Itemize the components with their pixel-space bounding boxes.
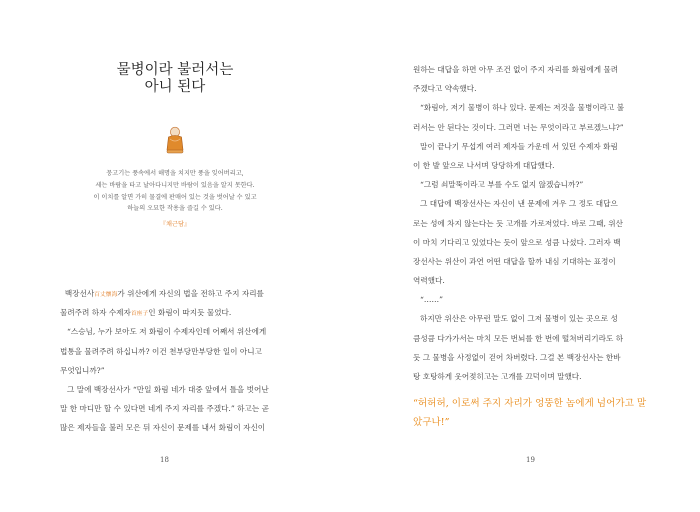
epigraph-line: 하늘의 오묘한 작용을 즐길 수 있다.: [127, 205, 223, 213]
right-body-text: [413, 60, 653, 386]
text-run: 인 화림이 따지듯 물었다.: [148, 308, 232, 318]
text-line: 말이 끝나기 무섭게 여러 제자들 가운데 서 있던 수제자 화림: [420, 141, 618, 151]
emphasized-quote-line: “허허허, 이로써 주지 자리가 엉뚱한 놈에게 넘어가고 말: [413, 398, 647, 409]
text-line: 로는 성에 차지 않는다는 듯 고개를 가로저었다. 바로 그때, 위산: [413, 218, 623, 228]
text-run: 백장선사: [64, 289, 95, 298]
text-line: 하지만 위산은 아무런 말도 없이 그저 물병이 있는 곳으로 성: [420, 314, 618, 324]
text-line: 그 대답에 백장선사는 자신이 낸 문제에 겨우 그 정도 대답으: [420, 199, 618, 209]
text-line: 그 말에 백장선사가 “만일 화림 네가 대중 앞에서 틀을 벗어난: [67, 384, 269, 394]
text-line: 큼성큼 다가가서는 마치 모든 번뇌를 한 번에 떨쳐버리기라도 하: [413, 333, 624, 343]
epigraph-source: 『채근담』: [159, 221, 191, 229]
chapter-title-line: 물병이라 불러서는: [116, 62, 234, 78]
page-number: 18: [160, 456, 169, 464]
chapter-title-line: 아니 된다: [144, 79, 206, 95]
epigraph: [0, 168, 350, 231]
epigraph-line: 뭉고기는 풍속에서 해명을 치지만 풍을 잊어버리고,: [106, 170, 244, 177]
epigraph-line: 세는 바람을 타고 날아다니지만 바람이 있음을 알지 못한다.: [95, 181, 255, 189]
text-run: 가 위산에게 자신의 법을 전하고 주지 자리를: [117, 289, 264, 298]
hanja-note: 百丈懷海: [94, 292, 118, 298]
page-number: 19: [526, 456, 535, 464]
text-line: 말 한 마디만 할 수 있다면 네게 주지 자리를 주겠다.” 하고는 곧: [60, 404, 269, 414]
text-line: “화림아, 저기 물병이 하나 있다. 문제는 저것을 물병이라고 불: [420, 103, 625, 113]
text-line: 많은 제자들을 불러 모은 뒤 자신이 문제를 내서 화림이 자신이: [60, 423, 266, 433]
text-line: “……”: [420, 295, 443, 305]
epigraph-line: 이 이치를 알면 가히 물결에 판매어 있는 것을 벗어날 수 있고: [93, 193, 257, 201]
text-line: “스승님, 누가 보아도 저 화림이 수제자인데 어째서 위산에게: [67, 327, 267, 337]
text-line: 무엇입니까?”: [60, 365, 105, 375]
text-run: 물려주려 하자 수제자: [60, 308, 131, 318]
text-line: 러서는 안 된다는 것이다. 그러면 너는 무엇이라고 부르겠느냐?”: [413, 122, 624, 132]
chapter-title: [0, 62, 350, 96]
text-line: [60, 284, 296, 303]
monk-icon: [164, 126, 186, 156]
text-line: 듯 그 물병을 사정없이 걷어 차버렸다. 그걸 본 백장선사는 한바: [413, 352, 621, 362]
text-line: 이 한 발 앞으로 나서며 당당하게 대답했다.: [413, 160, 555, 170]
text-line: 주겠다고 약속했다.: [413, 84, 477, 94]
text-line: “그럼 쇠말뚝이라고 부를 수도 없지 않겠습니까?”: [420, 180, 584, 190]
hanja-note: 首座子: [130, 311, 149, 318]
right-page: [350, 0, 700, 512]
text-line: 법통을 물려주려 하십니까? 이건 천부당만부당한 일이 아니고: [60, 346, 262, 356]
emphasized-quote-line: 았구나!”: [413, 417, 450, 428]
text-line: [60, 303, 296, 322]
text-line: 장선사는 위산이 과연 어떤 대답을 할까 내심 기대하는 표정이: [413, 256, 616, 266]
text-line: 원하는 대답을 하면 아무 조건 없이 주지 자리를 화림에게 물려: [413, 65, 619, 74]
emphasized-quote: [413, 394, 663, 432]
text-line: 탕 호탕하게 웃어젖히고는 고개를 끄덕이며 말했다.: [413, 372, 582, 381]
text-line: 이 마치 기다리고 있었다는 듯이 앞으로 성큼 나섰다. 그러자 백: [413, 237, 621, 247]
text-line: 역력했다.: [413, 276, 445, 286]
left-body-text: [60, 284, 296, 438]
